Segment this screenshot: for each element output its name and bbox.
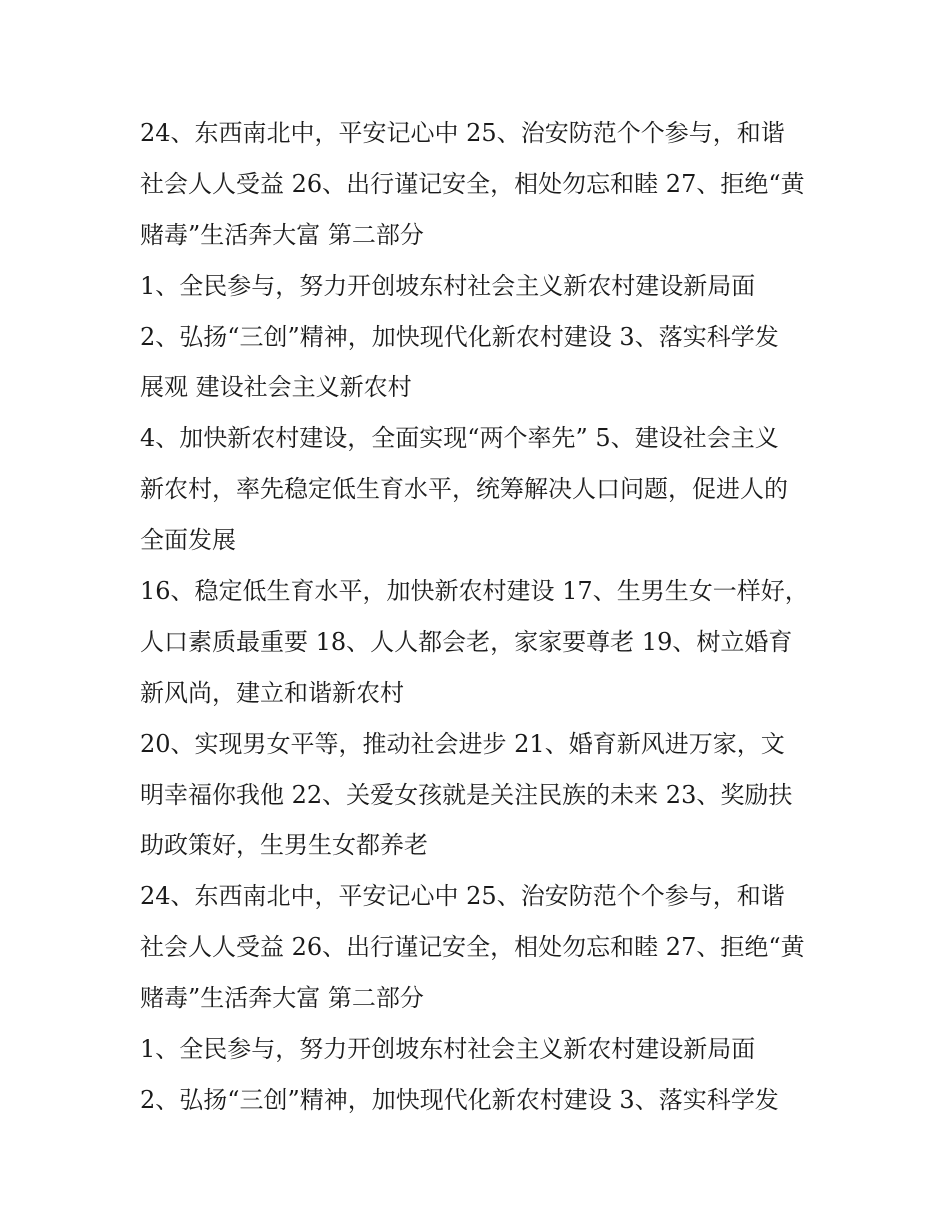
text-line: 展观 建设社会主义新农村 [140, 373, 412, 402]
text-line: 社会人人受益 26、出行谨记安全，相处勿忘和睦 27、拒绝“黄 [140, 169, 805, 198]
text-line: 人口素质最重要 18、人人都会老，家家要尊老 19、树立婚育 [140, 627, 793, 656]
text-line: 赌毒”生活奔大富 第二部分 [140, 984, 424, 1013]
text-line: 24、东西南北中，平安记心中 25、治安防范个个参与，和谐 [140, 882, 785, 911]
text-line: 全面发展 [140, 526, 236, 555]
text-line: 2、弘扬“三创”精神，加快现代化新农村建设 3、落实科学发 [140, 322, 779, 351]
text-line: 20、实现男女平等，推动社会进步 21、婚育新风进万家，文 [140, 729, 785, 758]
text-line: 16、稳定低生育水平，加快新农村建设 17、生男生女一样好， [140, 577, 809, 606]
text-line: 社会人人受益 26、出行谨记安全，相处勿忘和睦 27、拒绝“黄 [140, 933, 805, 962]
text-line: 赌毒”生活奔大富 第二部分 [140, 220, 424, 249]
text-line: 1、全民参与，努力开创坡东村社会主义新农村建设新局面 [140, 271, 756, 300]
text-line: 新农村，率先稳定低生育水平，统筹解决人口问题，促进人的 [140, 475, 788, 504]
text-line: 助政策好，生男生女都养老 [140, 831, 428, 860]
text-line: 2、弘扬“三创”精神，加快现代化新农村建设 3、落实科学发 [140, 1085, 779, 1114]
document-body [140, 108, 830, 1126]
text-line: 4、加快新农村建设，全面实现“两个率先” 5、建设社会主义 [140, 424, 779, 453]
text-line: 新风尚，建立和谐新农村 [140, 678, 404, 707]
text-line: 1、全民参与，努力开创坡东村社会主义新农村建设新局面 [140, 1035, 756, 1064]
text-line: 24、东西南北中，平安记心中 25、治安防范个个参与，和谐 [140, 119, 785, 147]
text-line: 明幸福你我他 22、关爱女孩就是关注民族的未来 23、奖励扶 [140, 780, 793, 809]
